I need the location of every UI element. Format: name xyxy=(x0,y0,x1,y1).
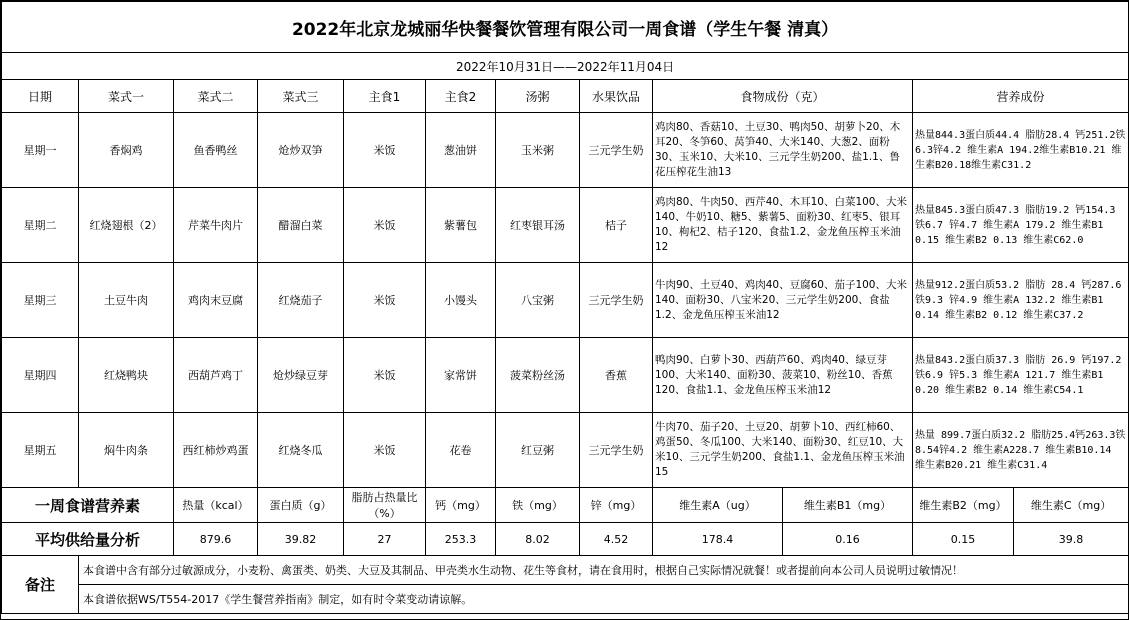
day-row-fri xyxy=(2,413,1129,488)
staple1-cell: 米饭 xyxy=(344,263,426,338)
nutrition-cell: 热量843.2蛋白质37.3 脂肪 26.9 钙197.2 铁6.9 锌5.3 维生素A 121.7 维生素B1 0.20 维生素B2 0.14 维生素C54.1 xyxy=(913,338,1129,413)
notes-label: 备注 xyxy=(2,556,79,614)
staple2-cell: 葱油饼 xyxy=(426,113,496,188)
avg-vitamin-a: 178.4 xyxy=(653,523,783,556)
ingredients-cell: 牛肉70、茄子20、土豆20、胡萝卜10、西红柿60、鸡蛋50、冬瓜100、大米140、面粉30、红豆10、大米10、三元学生奶200、食盐1.1、金龙鱼压榨玉米油15 xyxy=(653,413,913,488)
dish1-cell: 土豆牛肉 xyxy=(79,263,174,338)
soup-cell: 玉米粥 xyxy=(496,113,580,188)
dish1-cell: 红烧鸭块 xyxy=(79,338,174,413)
avg-calcium: 253.3 xyxy=(426,523,496,556)
avg-protein: 39.82 xyxy=(258,523,344,556)
dish3-cell: 醋溜白菜 xyxy=(258,188,344,263)
menu-table xyxy=(1,1,1129,614)
unit-vitamin-b1: 维生素B1（mg） xyxy=(783,488,913,523)
day-row-mon xyxy=(2,113,1129,188)
header-soup: 汤粥 xyxy=(496,80,580,113)
allergen-note: 本食谱中含有部分过敏源成分，小麦粉、禽蛋类、奶类、大豆及其制品、甲壳类水生动物、花生等食材，请在食用时，根据自己实际情况就餐！或者提前向本公司人员说明过敏情况！ xyxy=(79,556,1129,585)
page-title: 2022年北京龙城丽华快餐餐饮管理有限公司一周食谱（学生午餐 清真） xyxy=(2,2,1129,53)
avg-vitamin-b2: 0.15 xyxy=(913,523,1014,556)
staple2-cell: 花卷 xyxy=(426,413,496,488)
fruit-cell: 香蕉 xyxy=(580,338,653,413)
dish1-cell: 红烧翅根（2） xyxy=(79,188,174,263)
fruit-cell: 三元学生奶 xyxy=(580,113,653,188)
dish1-cell: 焖牛肉条 xyxy=(79,413,174,488)
fruit-cell: 三元学生奶 xyxy=(580,263,653,338)
header-dish3: 菜式三 xyxy=(258,80,344,113)
note-row-2 xyxy=(2,585,1129,614)
staple1-cell: 米饭 xyxy=(344,113,426,188)
ingredients-cell: 牛肉90、土豆40、鸡肉40、豆腐60、茄子100、大米140、面粉30、八宝米20、三元学生奶200、食盐1.2、金龙鱼压榨玉米油12 xyxy=(653,263,913,338)
staple2-cell: 小馒头 xyxy=(426,263,496,338)
header-nutrition: 营养成份 xyxy=(913,80,1129,113)
header-row xyxy=(2,80,1129,113)
soup-cell: 菠菜粉丝汤 xyxy=(496,338,580,413)
avg-energy: 879.6 xyxy=(174,523,258,556)
unit-protein: 蛋白质（g） xyxy=(258,488,344,523)
dish3-cell: 红烧冬瓜 xyxy=(258,413,344,488)
staple1-cell: 米饭 xyxy=(344,413,426,488)
date-range: 2022年10月31日——2022年11月04日 xyxy=(2,53,1129,80)
nutrition-cell: 热量844.3蛋白质44.4 脂肪28.4 钙251.2铁6.3锌4.2 维生素A 194.2维生素B10.21 维生素B20.18维生素C31.2 xyxy=(913,113,1129,188)
avg-fat-ratio: 27 xyxy=(344,523,426,556)
unit-energy: 热量（kcal） xyxy=(174,488,258,523)
staple2-cell: 家常饼 xyxy=(426,338,496,413)
soup-cell: 八宝粥 xyxy=(496,263,580,338)
guideline-note: 本食谱依据WS/T554-2017《学生餐营养指南》制定，如有时令菜变动请谅解。 xyxy=(79,585,1129,614)
header-dish2: 菜式二 xyxy=(174,80,258,113)
dish3-cell: 红烧茄子 xyxy=(258,263,344,338)
day-label: 星期一 xyxy=(2,113,79,188)
header-date: 日期 xyxy=(2,80,79,113)
day-label: 星期二 xyxy=(2,188,79,263)
unit-zinc: 锌（mg） xyxy=(580,488,653,523)
avg-vitamin-c: 39.8 xyxy=(1014,523,1129,556)
note-row-1 xyxy=(2,556,1129,585)
fruit-cell: 三元学生奶 xyxy=(580,413,653,488)
day-label: 星期四 xyxy=(2,338,79,413)
unit-vitamin-a: 维生素A（ug） xyxy=(653,488,783,523)
fruit-cell: 桔子 xyxy=(580,188,653,263)
avg-zinc: 4.52 xyxy=(580,523,653,556)
ingredients-cell: 鸡肉80、香菇10、土豆30、鸭肉50、胡萝卜20、木耳20、冬笋60、莴笋40、大米140、大葱2、面粉30、玉米10、大米10、三元学生奶200、盐1.1、鲁花压榨花生油13 xyxy=(653,113,913,188)
nutrition-cell: 热量845.3蛋白质47.3 脂肪19.2 钙154.3 铁6.7 锌4.7 维生素A 179.2 维生素B1 0.15 维生素B2 0.13 维生素C62.0 xyxy=(913,188,1129,263)
header-staple1: 主食1 xyxy=(344,80,426,113)
dish2-cell: 鱼香鸭丝 xyxy=(174,113,258,188)
header-staple2: 主食2 xyxy=(426,80,496,113)
header-dish1: 菜式一 xyxy=(79,80,174,113)
dish3-cell: 炝炒绿豆芽 xyxy=(258,338,344,413)
soup-cell: 红豆粥 xyxy=(496,413,580,488)
unit-iron: 铁（mg） xyxy=(496,488,580,523)
unit-fat-ratio: 脂肪占热量比（%） xyxy=(344,488,426,523)
unit-vitamin-c: 维生素C（mg） xyxy=(1014,488,1129,523)
dish3-cell: 炝炒双笋 xyxy=(258,113,344,188)
weekly-nutrient-row xyxy=(2,488,1129,523)
day-label: 星期三 xyxy=(2,263,79,338)
staple1-cell: 米饭 xyxy=(344,188,426,263)
header-ingredients: 食物成份（克） xyxy=(653,80,913,113)
staple2-cell: 紫薯包 xyxy=(426,188,496,263)
staple1-cell: 米饭 xyxy=(344,338,426,413)
dish2-cell: 芹菜牛肉片 xyxy=(174,188,258,263)
unit-vitamin-b2: 维生素B2（mg） xyxy=(913,488,1014,523)
average-row xyxy=(2,523,1129,556)
day-row-tue xyxy=(2,188,1129,263)
ingredients-cell: 鸭肉90、白萝卜30、西葫芦60、鸡肉40、绿豆芽100、大米140、面粉30、菠菜10、粉丝10、香蕉120、食盐1.1、金龙鱼压榨玉米油12 xyxy=(653,338,913,413)
nutrition-cell: 热量 899.7蛋白质32.2 脂肪25.4钙263.3铁8.54锌4.2 维生素A228.7 维生素B10.14 维生素B20.21 维生素C31.4 xyxy=(913,413,1129,488)
avg-iron: 8.02 xyxy=(496,523,580,556)
dish1-cell: 香焖鸡 xyxy=(79,113,174,188)
soup-cell: 红枣银耳汤 xyxy=(496,188,580,263)
dish2-cell: 西红柿炒鸡蛋 xyxy=(174,413,258,488)
nutrition-cell: 热量912.2蛋白质53.2 脂肪 28.4 钙287.6 铁9.3 锌4.9 维生素A 132.2 维生素B1 0.14 维生素B2 0.12 维生素C37.2 xyxy=(913,263,1129,338)
ingredients-cell: 鸡肉80、牛肉50、西芹40、木耳10、白菜100、大米140、牛奶10、糖5、紫薯5、面粉30、红枣5、银耳10、枸杞2、桔子120、食盐1.2、金龙鱼压榨玉米油12 xyxy=(653,188,913,263)
average-label: 平均供给量分析 xyxy=(2,523,174,556)
day-row-wed xyxy=(2,263,1129,338)
weekly-label: 一周食谱营养素 xyxy=(2,488,174,523)
day-row-thu xyxy=(2,338,1129,413)
unit-calcium: 钙（mg） xyxy=(426,488,496,523)
avg-vitamin-b1: 0.16 xyxy=(783,523,913,556)
dish2-cell: 鸡肉末豆腐 xyxy=(174,263,258,338)
day-label: 星期五 xyxy=(2,413,79,488)
header-fruit: 水果饮品 xyxy=(580,80,653,113)
dish2-cell: 西葫芦鸡丁 xyxy=(174,338,258,413)
